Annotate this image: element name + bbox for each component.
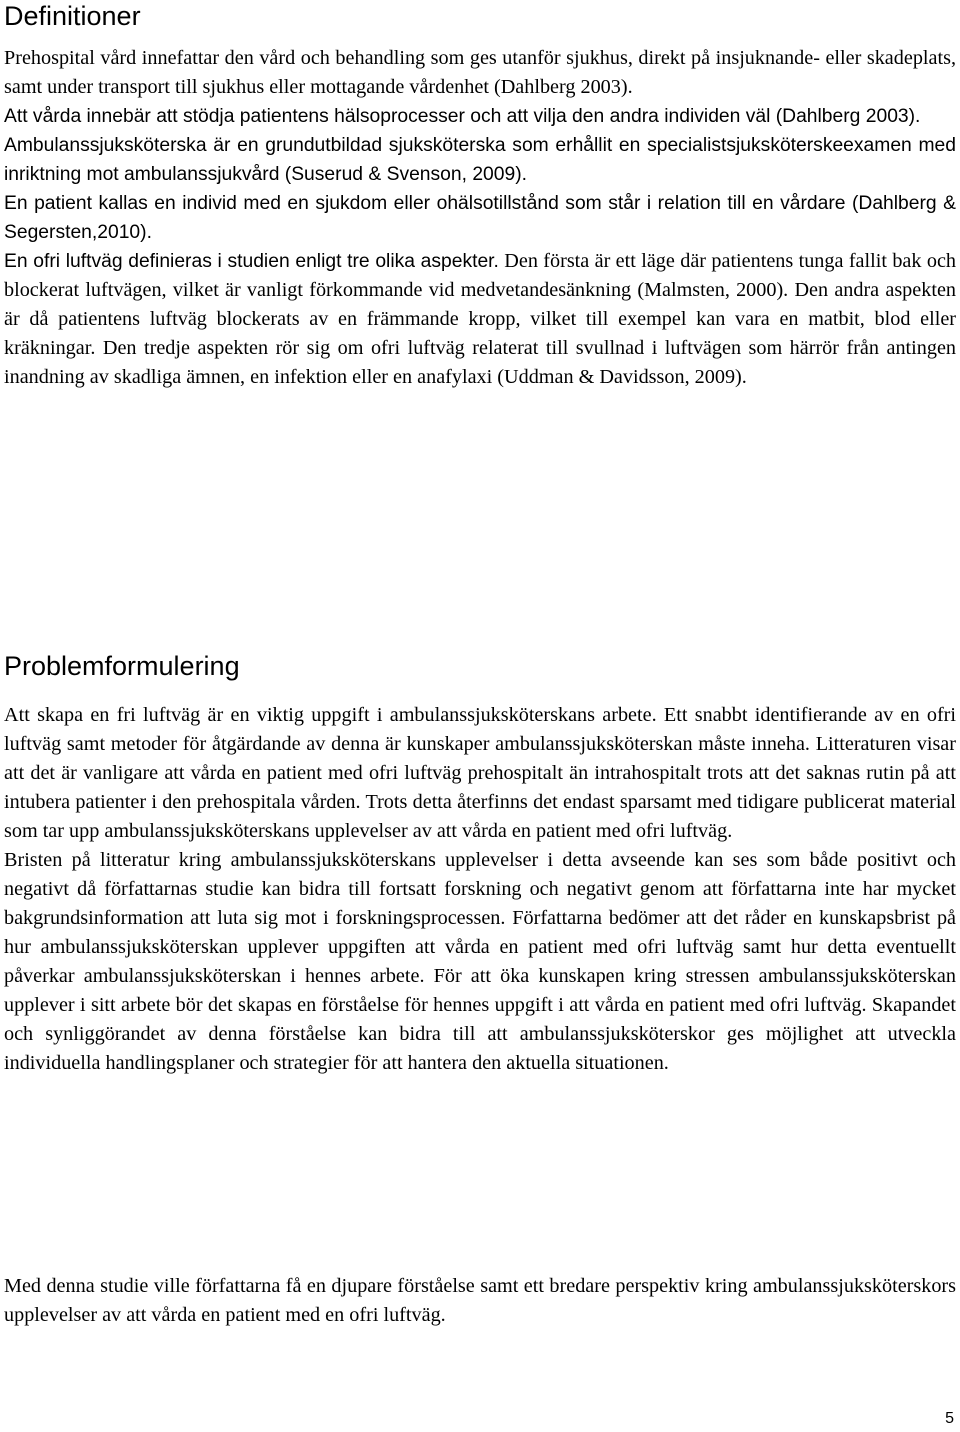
definition-obstructed-airway (4, 247, 956, 392)
section-heading-problemformulering: Problemformulering (4, 651, 240, 681)
problem-paragraph-2: Bristen på litteratur kring ambulanssjuksköterskans upplevelser i detta avseende kan ses som både positivt och negativt då författarnas studie kan bidra till fortsatt forskning och negativt genom att författarna inte har mycket bakgrundsinformation att luta sig mot i forskningsprocessen. Författarna bedömer att det råder en kunskapsbrist på hur ambulanssjuksköterskan upplever uppgiften att vårda en patient med ofri luftväg samt hur detta eventuellt påverkar ambulanssjuksköterskan i hennes arbete. För att öka kunskapen kring stressen ambulanssjuksköterskan upplever i sitt arbete bör det skapas en förståelse för hennes uppgift i att vårda en patient med ofri luftväg. Skapandet och synliggörandet av denna förståelse kan bidra till att ambulanssjuksköterskor ges möjlighet att utveckla individuella handlingsplaner och strategier för att hantera den aktuella situationen. (4, 849, 956, 1074)
aim-section (4, 1272, 956, 1330)
definition-ambulance-nurse: Ambulanssjuksköterska är en grundutbildad sjuksköterska som erhållit en specialistsjuksköterskeexamen med inriktning mot ambulanssjukvård (Suserud & Svenson, 2009). (4, 135, 956, 185)
definitions-section (4, 44, 956, 392)
problem-paragraph-1: Att skapa en fri luftväg är en viktig uppgift i ambulanssjuksköterskans arbete. Ett snabbt identifierande av en ofri luftväg samt metoder för åtgärdande av denna är kunskaper ambulanssjuksköterskan måste inneha. Litteraturen visar att det är vanligare att vårda en patient med ofri luftväg prehospitalt än intrahospitalt trots att det saknas rutin på att intubera patienter i den prehospitala vården. Trots detta återfinns det endast sparsamt med tidigare publicerat material som tar upp ambulanssjuksköterskans upplevelser av att vårda en patient med ofri luftväg. (4, 704, 956, 842)
definition-prehospital-care: Prehospital vård innefattar den vård och behandling som ges utanför sjukhus, direkt på insjuknande- eller skadeplats, samt under transport till sjukhus eller mottagande vårdenhet (Dahlberg 2003). (4, 47, 956, 98)
aim-paragraph: Med denna studie ville författarna få en djupare förståelse samt ett bredare perspektiv kring ambulanssjuksköterskors upplevelser av att vårda en patient med en ofri luftväg. (4, 1275, 956, 1326)
definition-obstructed-airway-aspects: Den första är ett läge där patientens tunga fallit bak och blockerat luftvägen, vilket är vanligt förkommande vid medvetandesänkning (Malmsten, 2000). Den andra aspekten är då patientens luftväg blockerats av en främmande kropp, vilket till exempel kan vara en matbit, blod eller kräkningar. Den tredje aspekten rör sig om ofri luftväg relaterat till svullnad i luftvägen som härrör från antingen inandning av skadliga ämnen, en infektion eller en anafylaxi (Uddman & Davidsson, 2009). (4, 250, 956, 388)
section-heading-definitioner: Definitioner (4, 1, 141, 31)
problem-section (4, 701, 956, 1078)
page-number: 5 (945, 1410, 954, 1427)
definition-obstructed-airway-intro: En ofri luftväg definieras i studien enligt tre olika aspekter. (4, 251, 499, 272)
definition-patient: En patient kallas en individ med en sjukdom eller ohälsotillstånd som står i relation till en vårdare (Dahlberg & Segersten,2010). (4, 193, 956, 243)
definition-caring: Att vårda innebär att stödja patientens hälsoprocesser och att vilja den andra individen väl (Dahlberg 2003). (4, 106, 921, 127)
